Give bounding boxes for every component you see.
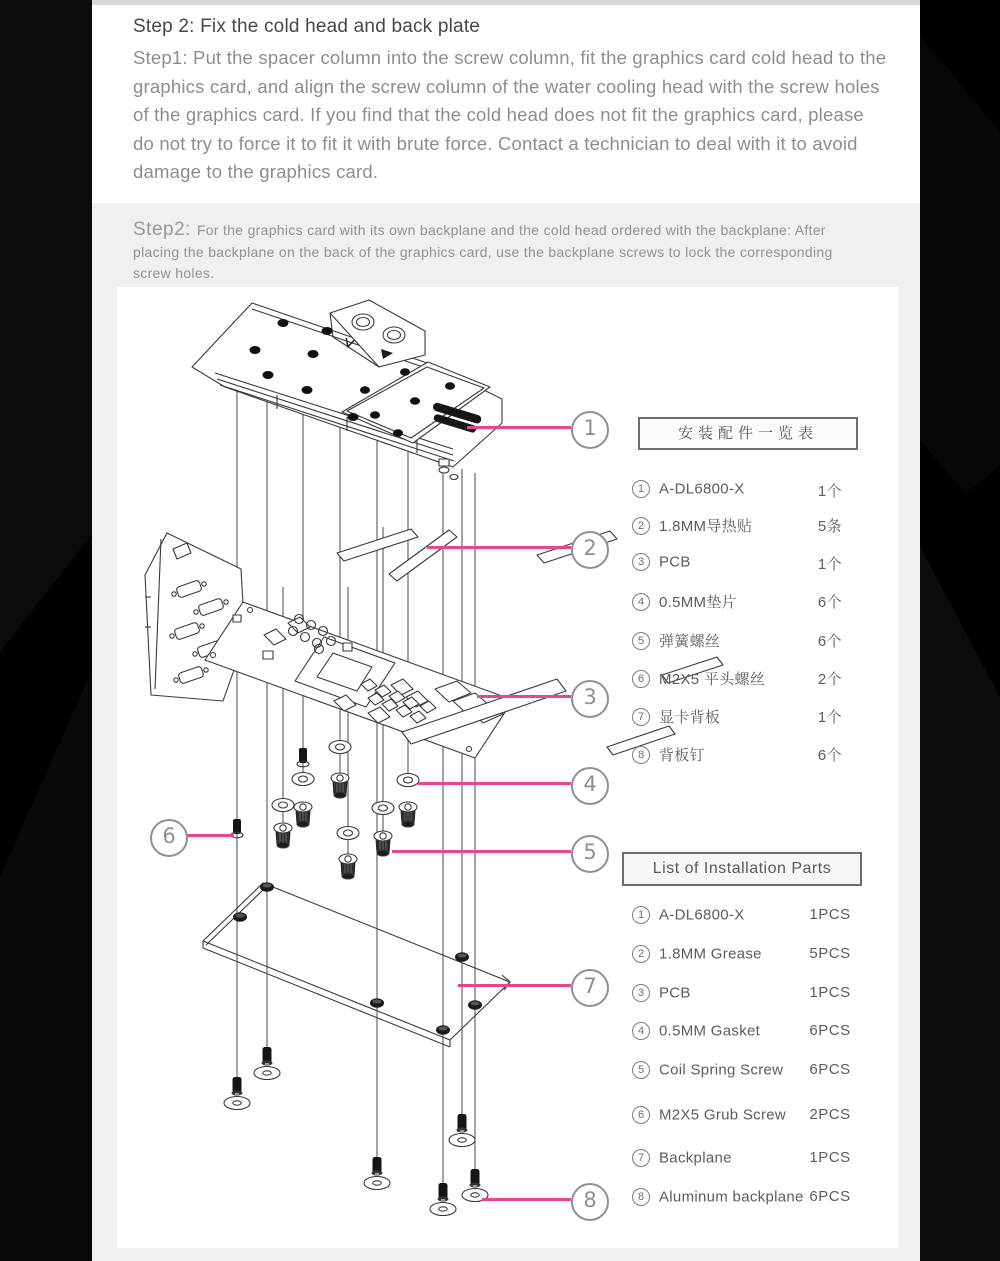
- backplane: [203, 883, 510, 1047]
- cold-head: [192, 300, 502, 480]
- circled-number: 2: [632, 517, 650, 535]
- circled-number: 1: [632, 906, 650, 924]
- parts-row: 8 背板钉 6个: [632, 744, 882, 766]
- spring-screws: [274, 773, 417, 879]
- parts-row: 6 M2X5 平头螺丝 2个: [632, 668, 882, 690]
- parts-row: 7 显卡背板 1个: [632, 706, 882, 728]
- circled-number: 8: [632, 1188, 650, 1206]
- parts-list-cn-title: 安装配件一览表: [638, 417, 858, 450]
- top-divider-strip: [92, 0, 920, 5]
- circled-number: 8: [632, 746, 650, 764]
- leader-line-6: [182, 834, 234, 837]
- circled-number: 5: [632, 1061, 650, 1079]
- parts-row: 4 0.5MM垫片 6个: [632, 591, 882, 613]
- parts-row: 5 Coil Spring Screw 6PCS: [632, 1061, 882, 1083]
- step1-paragraph: Step1: Put the spacer column into the screw column, fit the graphics card cold head to the graphics card, and align the screw column of the water cooling head with the screw holes of the graphics card. If you find that the cold head does not fit the graphics card, please do not try to force it to fit it with brute force. Contact a technician to deal with it to avoid damage to the graphics card.: [133, 47, 887, 183]
- parts-row: 1 A-DL6800-X 1个: [632, 480, 882, 502]
- circled-number: 6: [632, 1106, 650, 1124]
- pcb: [205, 602, 513, 758]
- leader-line-5: [392, 850, 571, 853]
- content-panel: [92, 0, 920, 1261]
- parts-row: 7 Backplane 1PCS: [632, 1149, 882, 1171]
- parts-row: 3 PCB 1PCS: [632, 984, 882, 1006]
- parts-row: 2 1.8MM导热贴 5条: [632, 515, 882, 537]
- pci-bracket: [145, 533, 245, 701]
- callout-7: 7: [571, 969, 609, 1007]
- alignment-lines: [237, 383, 475, 1203]
- circled-number: 6: [632, 670, 650, 688]
- callout-2: 2: [571, 531, 609, 569]
- circled-number: 5: [632, 632, 650, 650]
- callout-5: 5: [571, 835, 609, 873]
- callout-6: 6: [150, 819, 188, 857]
- circled-number: 7: [632, 1149, 650, 1167]
- circled-number: 3: [632, 984, 650, 1002]
- leader-line-3: [477, 695, 571, 698]
- parts-row: 6 M2X5 Grub Screw 2PCS: [632, 1106, 882, 1128]
- parts-list-en-title: List of Installation Parts: [622, 852, 862, 886]
- callout-8: 8: [571, 1183, 609, 1221]
- backplane-screws: [224, 1047, 488, 1216]
- circled-number: 2: [632, 945, 650, 963]
- circled-number: 3: [632, 553, 650, 571]
- parts-row: 2 1.8MM Grease 5PCS: [632, 945, 882, 967]
- leader-line-8: [482, 1198, 571, 1201]
- leader-line-4: [418, 782, 571, 785]
- parts-row: 3 PCB 1个: [632, 553, 882, 575]
- circled-number: 4: [632, 1022, 650, 1040]
- leader-line-7: [458, 984, 571, 987]
- parts-row: 5 弹簧螺丝 6个: [632, 630, 882, 652]
- callout-4: 4: [571, 767, 609, 805]
- leader-line-1: [467, 426, 571, 429]
- section-heading: Step 2: Fix the cold head and back plate: [133, 16, 481, 37]
- parts-row: 1 A-DL6800-X 1PCS: [632, 906, 882, 928]
- circled-number: 4: [632, 593, 650, 611]
- circled-number: 1: [632, 480, 650, 498]
- callout-1: 1: [571, 411, 609, 449]
- step2-label: Step2:: [133, 219, 191, 240]
- callout-3: 3: [571, 680, 609, 718]
- parts-row: 8 Aluminum backplane 6PCS: [632, 1188, 882, 1210]
- step2-paragraph: [133, 219, 833, 285]
- step2-text: For the graphics card with its own backplane and the cold head ordered with the backplane: After placing the backplane on the back of the graphics card, use the backplane screws to lock the corresponding screw holes.: [133, 222, 833, 281]
- leader-line-2: [427, 546, 571, 549]
- circled-number: 7: [632, 708, 650, 726]
- parts-row: 4 0.5MM Gasket 6PCS: [632, 1022, 882, 1044]
